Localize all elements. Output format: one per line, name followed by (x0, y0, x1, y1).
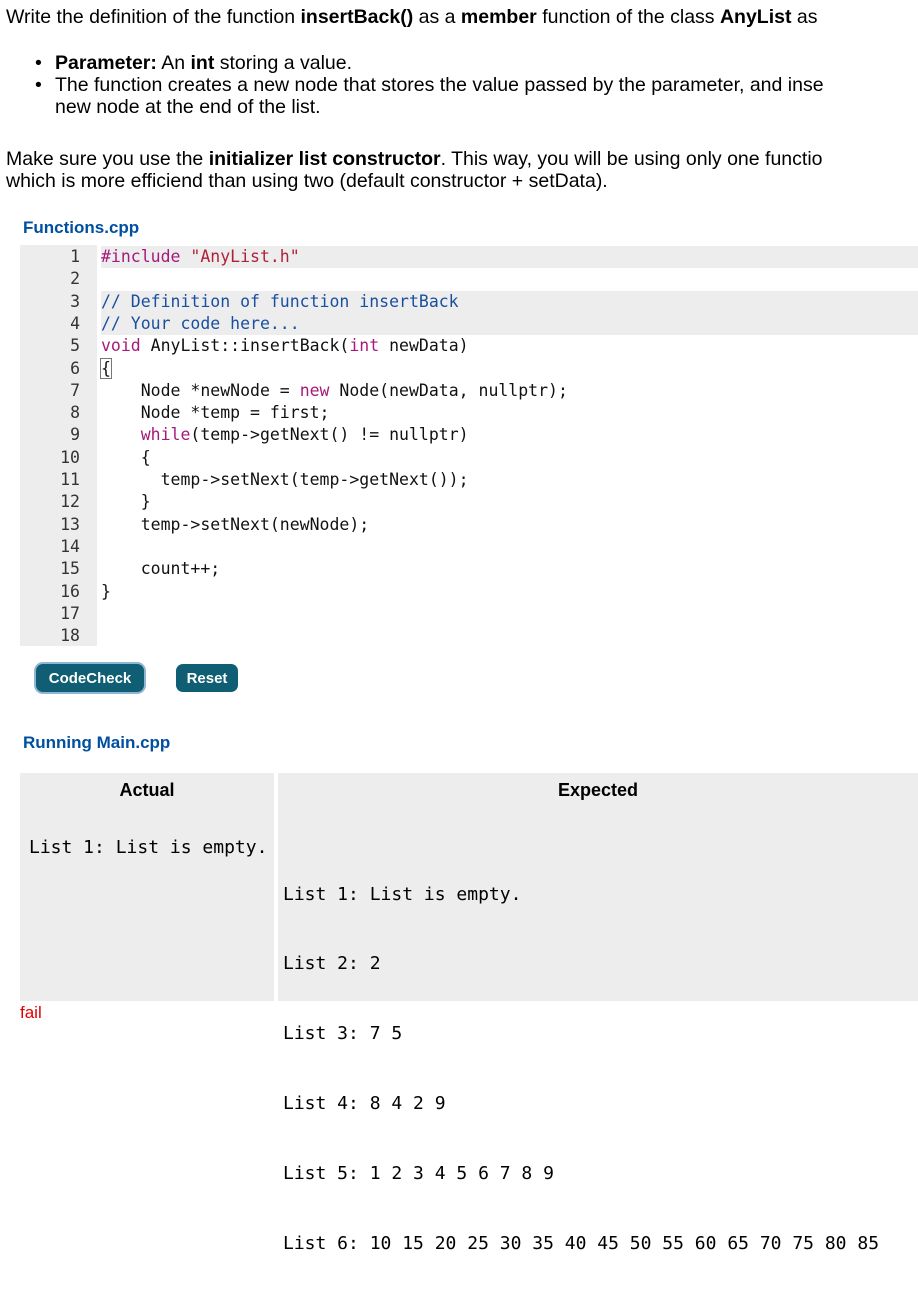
code-line[interactable] (20, 335, 918, 357)
code-text[interactable] (101, 514, 918, 536)
bullet-parameter: • Parameter: An int storing a value. (6, 52, 918, 74)
intro-line-1 (6, 6, 818, 28)
code-token: int (349, 336, 380, 356)
member-keyword: member (460, 6, 537, 28)
code-token: new (299, 380, 330, 400)
code-text[interactable] (101, 358, 918, 380)
line-number: 10 (60, 447, 80, 467)
code-token: void (101, 336, 141, 356)
code-text[interactable] (101, 469, 918, 491)
line-number: 9 (70, 425, 80, 445)
code-token: newData) (379, 336, 469, 356)
function-name: insertBack() (300, 6, 414, 28)
code-text[interactable] (101, 291, 918, 313)
code-token: (temp->getNext() != nullptr) (190, 425, 469, 445)
expected-column (278, 773, 918, 1255)
code-line[interactable] (20, 380, 918, 402)
output-line: List 1: List is empty. (29, 837, 268, 858)
actual-header: Actual (119, 780, 175, 800)
code-line[interactable] (20, 514, 918, 536)
code-token: Node(newData, nullptr); (329, 380, 568, 400)
code-text[interactable] (101, 491, 918, 513)
codecheck-button[interactable]: CodeCheck (36, 664, 144, 692)
line-number: 15 (60, 559, 80, 579)
code-text[interactable] (101, 380, 918, 402)
requirements-list (6, 52, 918, 118)
line-number: 18 (60, 626, 80, 646)
line-number: 7 (70, 380, 80, 400)
code-text[interactable] (101, 402, 918, 424)
code-line[interactable] (20, 246, 918, 268)
code-line[interactable] (20, 358, 918, 380)
code-line[interactable] (20, 536, 918, 558)
reset-button[interactable]: Reset (176, 664, 238, 692)
line-number: 8 (70, 403, 80, 423)
line-number: 12 (60, 492, 80, 512)
code-line[interactable] (20, 447, 918, 469)
initializer-list-keyword: initializer list constructor (208, 148, 441, 170)
code-text[interactable] (101, 424, 918, 446)
code-text[interactable] (101, 335, 918, 357)
result-status: fail (20, 1003, 42, 1022)
output-line: List 5: 1 2 3 4 5 6 7 8 9 (283, 1163, 554, 1185)
intro-text: as (791, 6, 818, 28)
code-line[interactable] (20, 491, 918, 513)
code-text[interactable] (101, 313, 918, 335)
code-token: Node *temp = first; (101, 403, 330, 423)
bullet-behavior: • The function creates a new node that stores the value passed by the parameter, and inse new node at the end of the list. (6, 74, 918, 118)
code-token: "AnyList.h" (190, 247, 300, 266)
code-text[interactable] (101, 246, 918, 268)
code-editor[interactable] (20, 245, 918, 646)
line-number: 13 (60, 514, 80, 534)
code-line[interactable] (20, 268, 918, 290)
code-text[interactable] (101, 558, 918, 580)
code-line[interactable] (20, 469, 918, 491)
line-number: 14 (60, 536, 80, 556)
intro-text: Write the definition of the function (6, 6, 301, 28)
output-line: List 4: 8 4 2 9 (283, 1093, 446, 1115)
output-line: List 2: 2 (283, 953, 381, 975)
code-line[interactable] (20, 625, 918, 647)
code-token: { (101, 447, 151, 467)
line-number: 16 (60, 581, 80, 601)
code-token: temp->setNext(temp->getNext()); (101, 470, 469, 489)
output-line: List 1: List is empty. (283, 883, 522, 905)
code-token: while (140, 425, 191, 445)
line-number: 4 (70, 313, 80, 333)
actual-output (20, 807, 274, 859)
code-text[interactable] (101, 581, 918, 603)
code-token: count++; (101, 559, 221, 579)
line-number: 3 (70, 291, 80, 311)
code-line[interactable] (20, 558, 918, 580)
code-token: } (101, 581, 111, 601)
actual-column (20, 773, 274, 1001)
class-name: AnyList (719, 6, 792, 28)
code-line[interactable] (20, 291, 918, 313)
code-token: } (101, 492, 151, 512)
output-line: List 6: 10 15 20 25 30 35 40 45 50 55 60 65 70 75 80 85 (283, 1233, 880, 1255)
code-line[interactable] (20, 603, 918, 625)
line-number: 17 (60, 603, 80, 623)
line-number: 11 (60, 470, 80, 489)
editor-filename: Functions.cpp (23, 218, 140, 237)
line-number: 6 (70, 358, 80, 378)
code-text[interactable] (101, 447, 918, 469)
intro-text: function of the class (536, 6, 720, 28)
output-line: List 3: 7 5 (283, 1023, 403, 1045)
code-line[interactable] (20, 313, 918, 335)
code-line[interactable] (20, 581, 918, 603)
code-token: #include (101, 247, 191, 266)
code-token: // Your code here... (101, 313, 300, 333)
code-line[interactable] (20, 402, 918, 424)
line-number: 5 (70, 336, 80, 356)
line-number: 1 (70, 247, 80, 266)
code-token: Node *newNode = (101, 380, 300, 400)
code-token: // Definition of function insertBack (101, 291, 459, 311)
expected-header: Expected (557, 780, 639, 800)
note-paragraph: Make sure you use the initializer list constructor. This way, you will be using only one functio which is more efficiend than using two (default constructor + setData). (6, 148, 823, 192)
results-title: Running Main.cpp (23, 733, 171, 752)
code-line[interactable] (20, 424, 918, 446)
code-token: temp->setNext(newNode); (101, 514, 370, 534)
line-number: 2 (70, 269, 80, 289)
intro-text: as a (413, 6, 461, 28)
code-token: AnyList::insertBack( (140, 336, 350, 356)
expected-output (278, 807, 918, 1302)
code-token: { (101, 358, 111, 378)
